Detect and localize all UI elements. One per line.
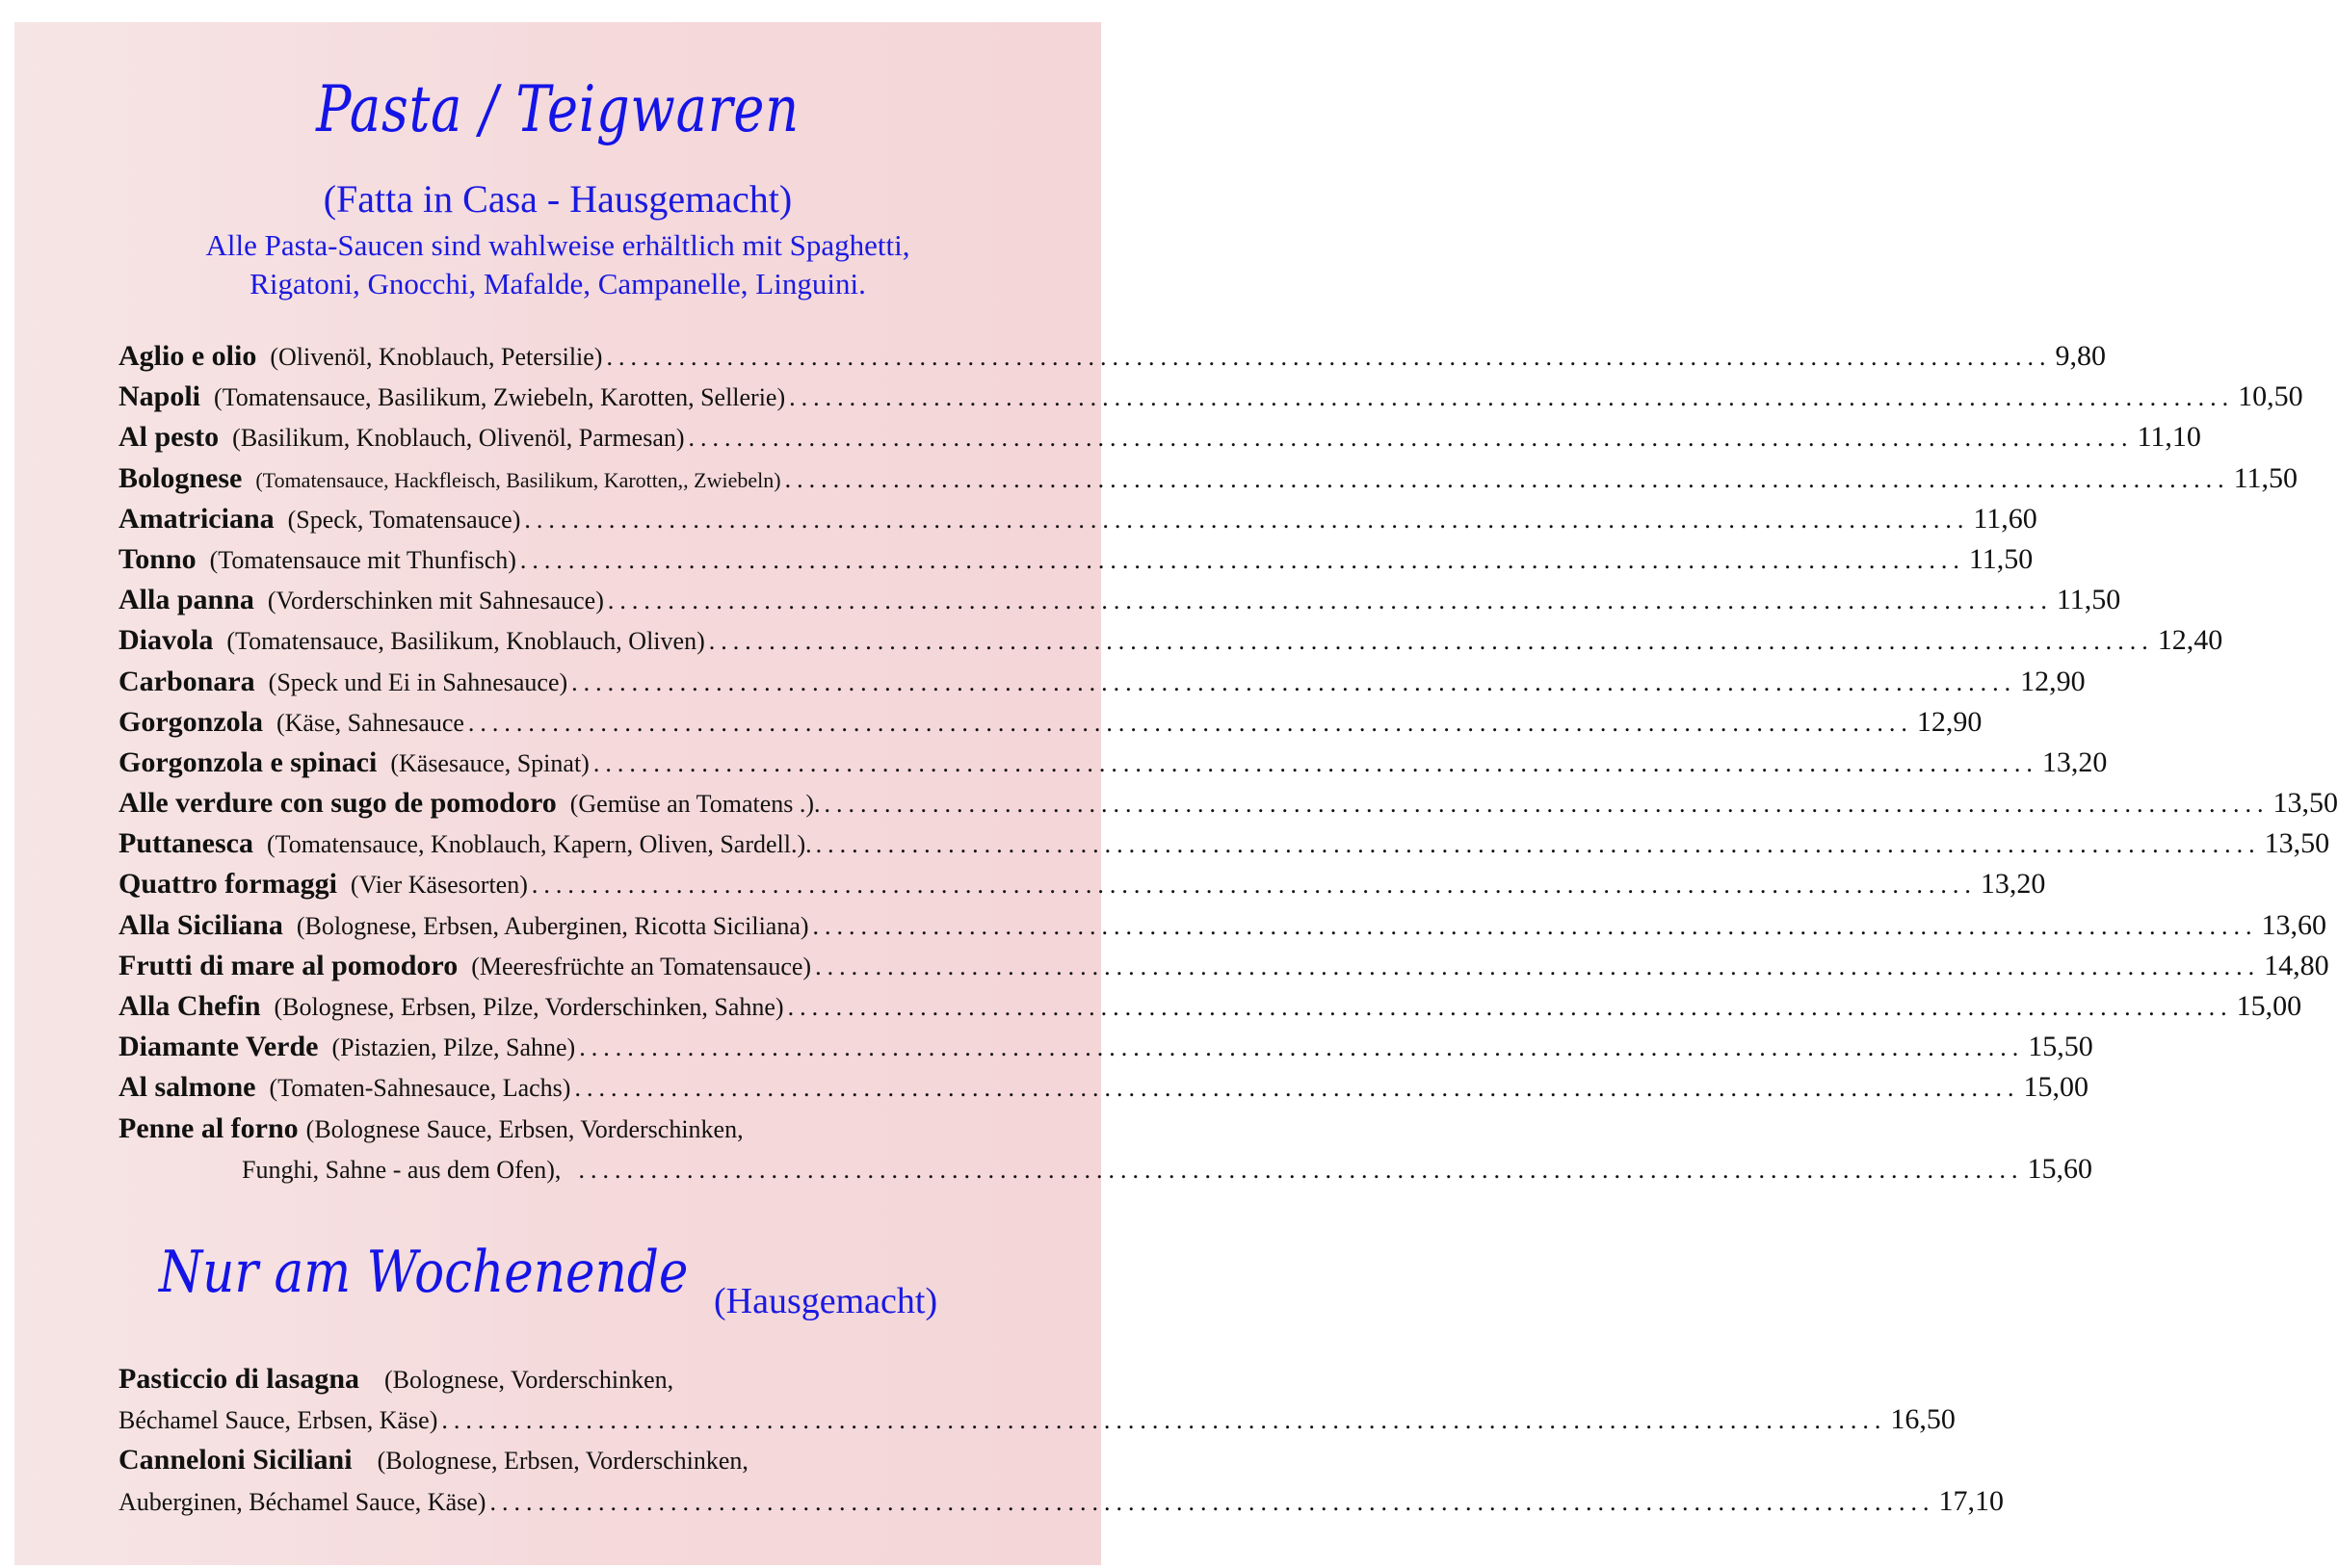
intro-text: [14, 226, 1101, 303]
intro-line: Rigatoni, Gnocchi, Mafalde, Campanelle, Linguini.: [250, 267, 866, 301]
menu-item: [118, 1031, 2093, 1071]
page-subtitle: (Fatta in Casa - Hausgemacht): [323, 177, 793, 221]
dish-name: Diavola: [118, 624, 214, 657]
weekend-item-continued: [118, 1484, 2004, 1526]
menu-item: [118, 502, 2037, 543]
dish-description: (Olivenöl, Knoblauch, Petersilie): [270, 343, 603, 371]
dot-leader: ........................................................................................................................: [571, 667, 2017, 696]
dish-price: 13,20: [1980, 868, 2046, 901]
dish-price: 13,60: [2261, 908, 2327, 941]
dish-name: Pasticcio di lasagna: [118, 1363, 360, 1395]
intro-line: Alle Pasta-Saucen sind wahlweise erhältlich mit Spaghetti,: [205, 228, 910, 262]
dish-price: 11,50: [2233, 461, 2298, 494]
dot-leader: ........................................................................................................................: [708, 627, 2154, 656]
menu-item: [118, 340, 2106, 380]
dish-name: Gorgonzola e spinaci: [118, 745, 378, 778]
dish-description: Béchamel Sauce, Erbsen, Käse): [118, 1406, 438, 1435]
dot-leader: ........................................................................................................................: [787, 993, 2233, 1021]
menu-item: [118, 421, 2201, 461]
dish-description: (Bolognese, Erbsen, Vorderschinken,: [377, 1447, 749, 1476]
dish-price: 12,90: [1916, 705, 1983, 738]
dish-price: 15,00: [2023, 1071, 2088, 1104]
dish-name: Alle verdure con sugo de pomodoro: [118, 787, 557, 820]
dish-price: 9,80: [2055, 340, 2106, 372]
dish-price: 13,50: [2272, 787, 2338, 820]
dish-name: Diamante Verde: [118, 1031, 319, 1063]
dish-price: 12,90: [2020, 665, 2086, 697]
dish-description: (Tomatensauce, Knoblauch, Kapern, Oliven, Sardell.).: [266, 830, 812, 859]
dish-price: 12,40: [2157, 624, 2223, 657]
dot-leader: ........................................................................................................................: [574, 1074, 2020, 1103]
dot-leader: ........................................................................................................................: [467, 708, 1913, 737]
menu-item: [118, 665, 2086, 706]
dish-description: (Tomatensauce, Basilikum, Knoblauch, Oliven): [226, 627, 705, 656]
menu-item: [118, 624, 2223, 665]
weekend-item: [118, 1444, 1047, 1484]
dot-leader: ........................................................................................................................: [815, 952, 2261, 980]
dot-leader: ........................................................................................................................: [824, 790, 2270, 819]
dot-leader: ........................................................................................................................: [606, 343, 2052, 371]
dish-name: Canneloni Siciliani: [118, 1444, 353, 1477]
dish-description: Funghi, Sahne - aus dem Ofen),: [242, 1155, 562, 1184]
weekend-title: Nur am Wochenende: [159, 1239, 689, 1306]
dish-name: Quattro formaggi: [118, 868, 337, 901]
dish-description: (Meeresfrüchte an Tomatensauce): [471, 952, 812, 980]
dish-description: (Pistazien, Pilze, Sahne): [331, 1033, 576, 1062]
menu-item: [118, 461, 2298, 503]
dish-price: 11,60: [1973, 502, 2037, 535]
menu-item-penne: [118, 1112, 1047, 1153]
menu-item: [118, 990, 2302, 1031]
menu-item: [118, 705, 1983, 746]
dish-name: Gorgonzola: [118, 705, 263, 738]
dish-name: Carbonara: [118, 665, 255, 697]
dish-name: Frutti di mare al pomodoro: [118, 949, 459, 981]
dish-name: Bolognese: [118, 461, 243, 494]
dish-description: (Tomatensauce, Hackfleisch, Basilikum, Karotten,, Zwiebeln): [255, 467, 781, 492]
page-title: Pasta / Teigwaren: [316, 72, 800, 146]
dot-leader: ........................................................................................................................: [688, 424, 2134, 453]
dot-leader: ........................................................................................................................: [441, 1406, 1887, 1435]
dish-description: (Käse, Sahnesauce: [276, 708, 464, 737]
dish-name: Alla Siciliana: [118, 908, 283, 941]
weekend-item-continued: [118, 1403, 1956, 1444]
dot-leader: ........................................................................................................................: [578, 1155, 2024, 1184]
dish-name: Puttanesca: [118, 827, 253, 860]
dot-leader: ........................................................................................................................: [812, 911, 2258, 940]
dish-name: Al salmone: [118, 1071, 256, 1104]
dot-leader: ........................................................................................................................: [789, 383, 2235, 412]
dish-price: 10,50: [2238, 380, 2303, 413]
menu-page: [14, 22, 2338, 1565]
dish-name: Aglio e olio: [118, 340, 257, 372]
dish-description: (Bolognese Sauce, Erbsen, Vorderschinken,: [305, 1114, 744, 1143]
dish-price: 11,50: [1968, 542, 2034, 575]
dish-name: Al pesto: [118, 421, 220, 454]
menu-item: [118, 745, 2108, 787]
dish-price: 15,50: [2028, 1031, 2093, 1063]
dish-description: (Bolognese, Erbsen, Pilze, Vorderschinken, Sahne): [274, 993, 784, 1021]
dish-description: (Bolognese, Erbsen, Auberginen, Ricotta Siciliana): [296, 911, 809, 940]
menu-item: [118, 542, 2034, 584]
dish-name: Alla Chefin: [118, 990, 261, 1022]
dot-leader: ........................................................................................................................: [592, 748, 2038, 777]
dish-description: (Speck, Tomatensauce): [287, 505, 521, 534]
dish-name: Amatriciana: [118, 502, 275, 535]
dish-price: 14,80: [2264, 949, 2329, 981]
dish-name: Alla panna: [118, 584, 254, 616]
menu-item: [118, 868, 2046, 908]
menu-item: [118, 949, 2329, 990]
menu-item: [118, 827, 2330, 868]
dish-description: (Käsesauce, Spinat): [390, 748, 590, 777]
dot-leader: ........................................................................................................................: [519, 545, 1965, 574]
dish-description: (Gemüse an Tomatens .).: [569, 790, 821, 819]
menu-item: [118, 787, 2338, 827]
dish-description: (Bolognese, Vorderschinken,: [384, 1366, 674, 1394]
pasta-menu-list: [118, 340, 2338, 1193]
dish-description: (Tomatensauce mit Thunfisch): [209, 545, 516, 574]
dish-name: Tonno: [118, 542, 197, 575]
dish-price: 11,50: [2056, 584, 2121, 616]
dot-leader: ........................................................................................................................: [607, 587, 2053, 615]
dish-description: Auberginen, Béchamel Sauce, Käse): [118, 1487, 486, 1516]
weekend-subtitle: (Hausgemacht): [714, 1281, 938, 1321]
dish-price: 15,00: [2236, 990, 2302, 1022]
dot-leader: ........................................................................................................................: [784, 464, 2230, 493]
dish-price: 16,50: [1890, 1403, 1956, 1436]
menu-item: [118, 584, 2121, 624]
menu-item: [118, 1071, 2088, 1111]
dish-description: (Tomatensauce, Basilikum, Zwiebeln, Karotten, Sellerie): [214, 383, 786, 412]
dish-price: 13,20: [2041, 745, 2108, 778]
dish-price: 11,10: [2137, 421, 2201, 454]
dish-description: (Basilikum, Knoblauch, Olivenöl, Parmesan): [232, 424, 685, 453]
dish-description: (Tomaten-Sahnesauce, Lachs): [269, 1074, 571, 1103]
menu-item: [118, 380, 2303, 421]
dot-leader: ........................................................................................................................: [815, 830, 2261, 859]
weekend-item: [118, 1363, 1047, 1403]
dot-leader: ........................................................................................................................: [524, 505, 1970, 534]
dot-leader: ........................................................................................................................: [579, 1033, 2025, 1062]
menu-item: [118, 908, 2327, 950]
menu-item-penne-continued: [118, 1152, 2092, 1193]
dot-leader: ........................................................................................................................: [489, 1487, 1935, 1516]
dish-price: 13,50: [2264, 827, 2330, 860]
dish-name: Napoli: [118, 380, 201, 413]
dish-price: 17,10: [1938, 1484, 2004, 1517]
weekend-menu-list: [118, 1363, 2004, 1526]
dot-leader: ........................................................................................................................: [531, 871, 1977, 900]
dish-price: 15,60: [2027, 1152, 2092, 1185]
dish-name: Penne al forno: [118, 1111, 299, 1144]
dish-description: (Vorderschinken mit Sahnesauce): [267, 587, 604, 615]
dish-description: (Vier Käsesorten): [350, 871, 528, 900]
dish-description: (Speck und Ei in Sahnesauce): [268, 667, 568, 696]
